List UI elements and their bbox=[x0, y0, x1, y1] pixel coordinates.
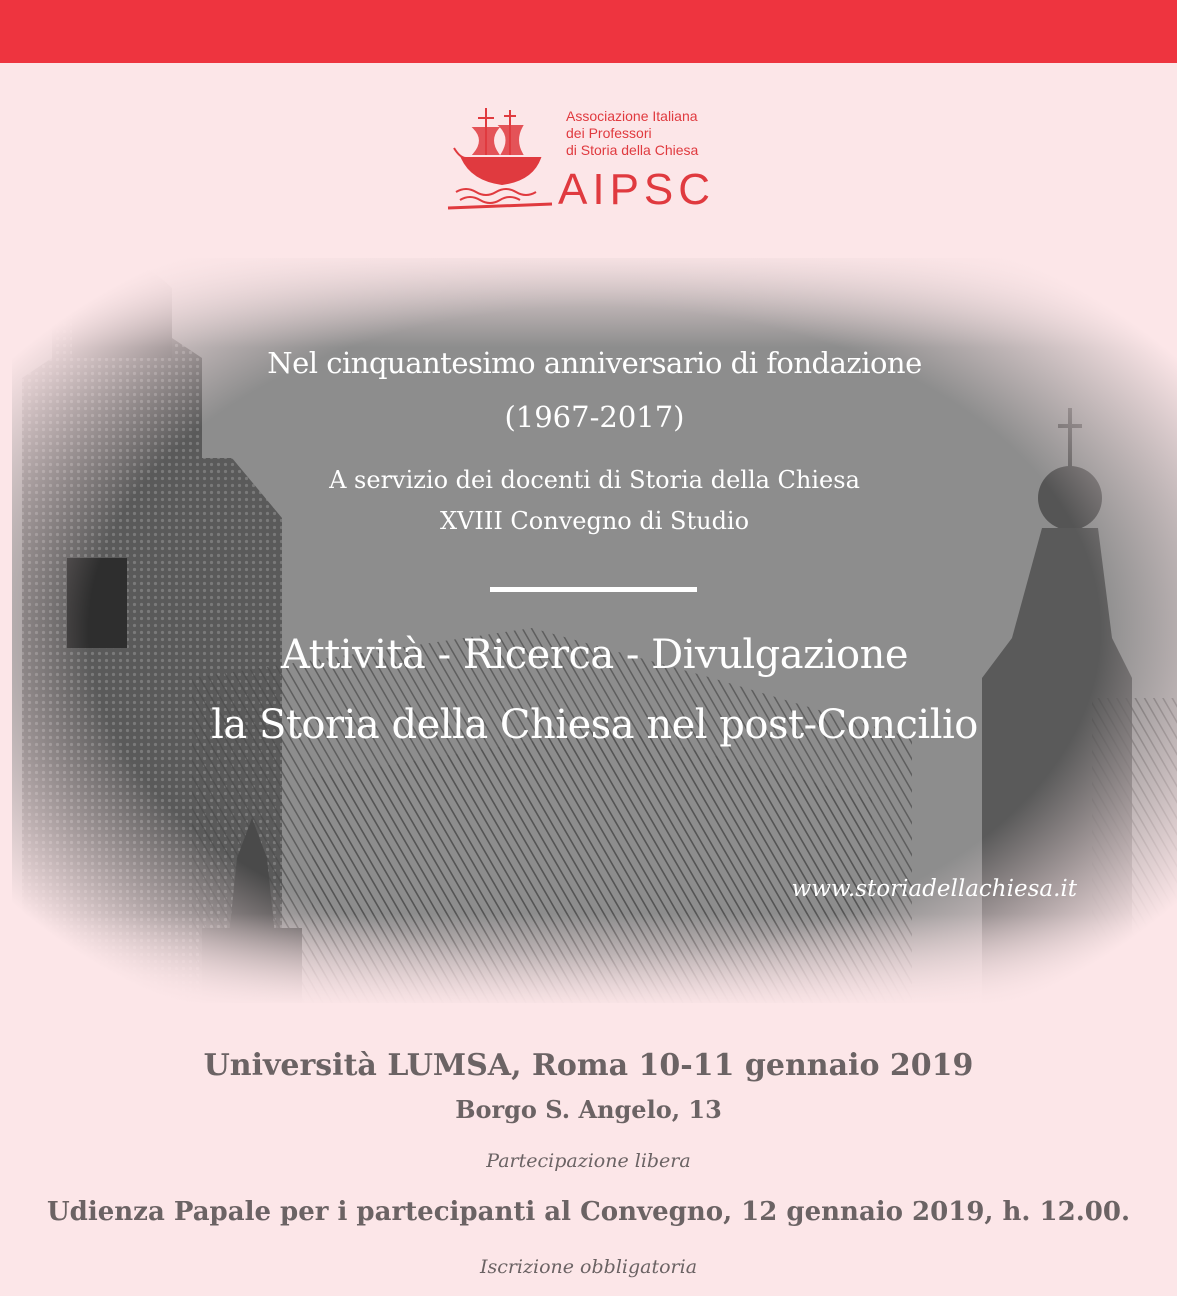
org-line-1: Associazione Italiana bbox=[566, 108, 698, 124]
banner-photo bbox=[12, 258, 1177, 1003]
top-color-bar bbox=[0, 0, 1177, 63]
venue-date: Università LUMSA, Roma 10-11 gennaio 2019 bbox=[203, 1048, 974, 1083]
service-line-2: XVIII Convegno di Studio bbox=[439, 507, 750, 535]
org-acronym: AIPSC bbox=[558, 165, 716, 214]
conference-title-line-1: Attività - Ricerca - Divulgazione bbox=[280, 632, 909, 678]
papal-audience: Udienza Papale per i partecipanti al Convegno, 12 gennaio 2019, h. 12.00. bbox=[47, 1197, 1130, 1227]
website-link[interactable]: www.storiadellachiesa.it bbox=[791, 876, 1077, 902]
registration-note: Iscrizione obbligatoria bbox=[479, 1256, 698, 1278]
anniversary-line-1: Nel cinquantesimo anniversario di fondazione bbox=[267, 346, 922, 380]
aipsc-logo bbox=[440, 100, 740, 220]
org-line-3: di Storia della Chiesa bbox=[566, 142, 699, 158]
divider-rule bbox=[490, 587, 697, 592]
org-name bbox=[566, 108, 698, 159]
service-line-1: A servizio dei docenti di Storia della Chiesa bbox=[329, 466, 860, 494]
org-line-2: dei Professori bbox=[566, 125, 652, 141]
venue-address: Borgo S. Angelo, 13 bbox=[455, 1095, 722, 1124]
participation-note: Partecipazione libera bbox=[486, 1150, 691, 1172]
banner-text bbox=[12, 258, 1177, 1003]
anniversary-line-2: (1967-2017) bbox=[504, 400, 685, 434]
conference-title-line-2: la Storia della Chiesa nel post-Concilio bbox=[211, 702, 978, 748]
ship-emblem-icon bbox=[440, 100, 560, 215]
